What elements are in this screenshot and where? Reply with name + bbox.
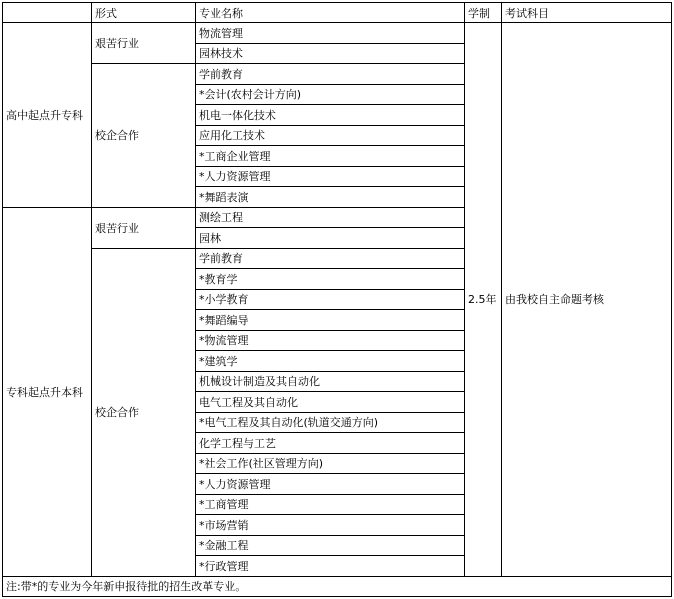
major-cell: 机械设计制造及其自动化 xyxy=(196,371,465,392)
major-cell: *社会工作(社区管理方向) xyxy=(196,453,465,474)
major-cell: *市场营销 xyxy=(196,515,465,536)
major-cell: 应用化工技术 xyxy=(196,125,465,146)
major-cell: 电气工程及其自动化 xyxy=(196,392,465,413)
major-cell: *人力资源管理 xyxy=(196,474,465,495)
major-cell: *小学教育 xyxy=(196,289,465,310)
header-empty-cell xyxy=(3,3,92,23)
header-major-name: 专业名称 xyxy=(196,3,465,23)
duration-cell: 2.5年 xyxy=(465,23,502,577)
major-cell: *物流管理 xyxy=(196,330,465,351)
major-cell: *建筑学 xyxy=(196,351,465,372)
form-cell: 艰苦行业 xyxy=(92,207,196,248)
major-cell: 园林技术 xyxy=(196,43,465,64)
major-cell: *金融工程 xyxy=(196,535,465,556)
level-cell: 高中起点升专科 xyxy=(3,23,92,208)
major-cell: 物流管理 xyxy=(196,23,465,44)
major-cell: 机电一体化技术 xyxy=(196,105,465,126)
major-cell: 测绘工程 xyxy=(196,207,465,228)
major-cell: *舞蹈表演 xyxy=(196,187,465,208)
major-cell: 园林 xyxy=(196,228,465,249)
major-cell: 学前教育 xyxy=(196,64,465,85)
level-cell: 专科起点升本科 xyxy=(3,207,92,576)
major-cell: *工商企业管理 xyxy=(196,146,465,167)
major-cell: *人力资源管理 xyxy=(196,166,465,187)
major-cell: *电气工程及其自动化(轨道交通方向) xyxy=(196,412,465,433)
form-cell: 校企合作 xyxy=(92,248,196,576)
major-cell: *舞蹈编导 xyxy=(196,310,465,331)
note-text: 注:带*的专业为今年新申报待批的招生改革专业。 xyxy=(3,576,672,596)
major-cell: 学前教育 xyxy=(196,248,465,269)
header-row xyxy=(3,3,672,23)
header-exam-subject: 考试科目 xyxy=(502,3,672,23)
header-duration: 学制 xyxy=(465,3,502,23)
note-row xyxy=(3,576,672,596)
major-cell: *行政管理 xyxy=(196,556,465,577)
programs-table xyxy=(2,2,672,597)
exam-subject-cell: 由我校自主命题考核 xyxy=(502,23,672,577)
major-cell: *工商管理 xyxy=(196,494,465,515)
major-cell: *会计(农村会计方向) xyxy=(196,84,465,105)
header-form: 形式 xyxy=(92,3,196,23)
major-cell: 化学工程与工艺 xyxy=(196,433,465,454)
form-cell: 艰苦行业 xyxy=(92,23,196,64)
form-cell: 校企合作 xyxy=(92,64,196,208)
table-row xyxy=(3,23,672,44)
major-cell: *教育学 xyxy=(196,269,465,290)
